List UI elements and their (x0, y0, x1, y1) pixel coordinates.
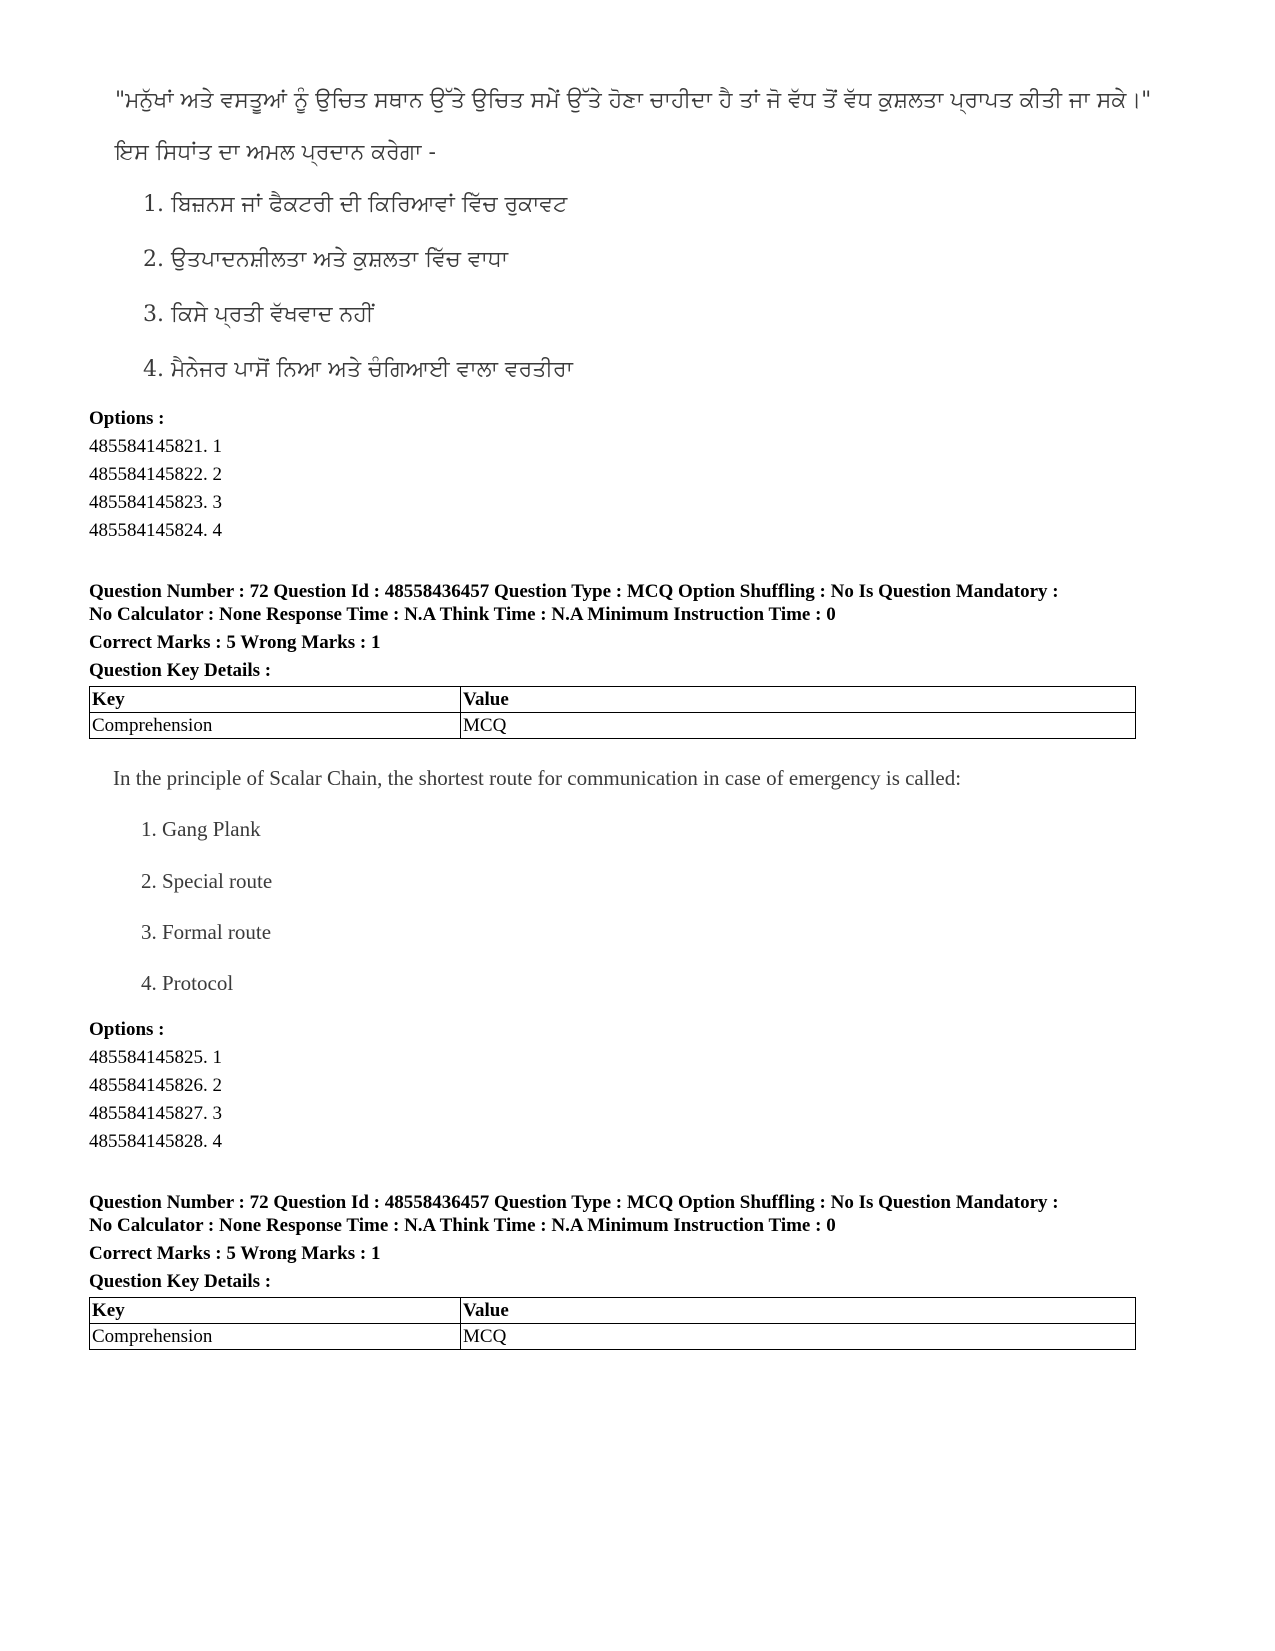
question-meta-line1: Question Number : 72 Question Id : 48558436457 Question Type : MCQ Option Shuffling : No Is Question Mandatory : (89, 1192, 1059, 1213)
image-option-4: 4. ਮੈਨੇਜਰ ਪਾਸੋਂ ਨਿਆ ਅਤੇ ਚੰਗਿਆਈ ਵਾਲਾ ਵਰਤੀਰਾ (143, 357, 573, 382)
image-option-3: 3. Formal route (141, 920, 272, 944)
table-row (90, 713, 1136, 739)
image-option-1: 1. Gang Plank (141, 817, 261, 841)
options-label: Options : (89, 408, 165, 429)
question-stem-prompt: ਇਸ ਸਿਧਾਂਤ ਦਾ ਅਮਲ ਪ੍ਰਦਾਨ ਕਰੇਗਾ - (115, 140, 436, 165)
option-id-4: 485584145828. 4 (89, 1131, 222, 1152)
image-option-2: 2. ਉਤਪਾਦਨਸ਼ੀਲਤਾ ਅਤੇ ਕੁਸ਼ਲਤਾ ਵਿੱਚ ਵਾਧਾ (143, 247, 509, 272)
table-cell-value: MCQ (461, 1324, 1136, 1350)
key-details-label: Question Key Details : (89, 1271, 272, 1292)
option-id-4: 485584145824. 4 (89, 520, 222, 541)
question-meta-line1: Question Number : 72 Question Id : 48558436457 Question Type : MCQ Option Shuffling : No Is Question Mandatory : (89, 581, 1059, 602)
question-stem-quote: "ਮਨੁੱਖਾਂ ਅਤੇ ਵਸਤੂਆਂ ਨੂੰ ਉਚਿਤ ਸਥਾਨ ਉੱਤੇ ਉਚਿਤ ਸਮੇਂ ਉੱਤੇ ਹੋਣਾ ਚਾਹੀਦਾ ਹੈ ਤਾਂ ਜੋ ਵੱਧ ਤੋਂ ਵੱਧ ਕੁਸ਼ਲਤਾ ਪ੍ਰਾਪਤ ਕੀਤੀ ਜਾ ਸਕੇ।" (115, 88, 1152, 113)
option-id-1: 485584145825. 1 (89, 1047, 222, 1068)
table-cell-value: MCQ (461, 713, 1136, 739)
table-header-value: Value (461, 687, 1136, 713)
marks-line: Correct Marks : 5 Wrong Marks : 1 (89, 632, 381, 653)
option-id-2: 485584145822. 2 (89, 464, 222, 485)
table-header-row (90, 1298, 1136, 1324)
image-option-2: 2. Special route (141, 869, 273, 893)
option-id-3: 485584145823. 3 (89, 492, 222, 513)
option-id-1: 485584145821. 1 (89, 436, 222, 457)
table-header-row (90, 687, 1136, 713)
image-option-1: 1. ਬਿਜ਼ਨਸ ਜਾਂ ਫੈਕਟਰੀ ਦੀ ਕਿਰਿਆਵਾਂ ਵਿੱਚ ਰੁਕਾਵਟ (143, 192, 568, 217)
key-details-label: Question Key Details : (89, 660, 272, 681)
options-label: Options : (89, 1019, 165, 1040)
key-details-table (89, 1297, 1136, 1350)
table-header-value: Value (461, 1298, 1136, 1324)
question-meta-line2: No Calculator : None Response Time : N.A Think Time : N.A Minimum Instruction Time : 0 (89, 1215, 836, 1236)
image-option-4: 4. Protocol (141, 971, 234, 995)
table-row (90, 1324, 1136, 1350)
table-header-key: Key (90, 1298, 461, 1324)
question-stem: In the principle of Scalar Chain, the shortest route for communication in case of emergency is called: (113, 766, 962, 790)
key-details-table (89, 686, 1136, 739)
option-id-2: 485584145826. 2 (89, 1075, 222, 1096)
option-id-3: 485584145827. 3 (89, 1103, 222, 1124)
question-meta-line2: No Calculator : None Response Time : N.A Think Time : N.A Minimum Instruction Time : 0 (89, 604, 836, 625)
marks-line: Correct Marks : 5 Wrong Marks : 1 (89, 1243, 381, 1264)
table-cell-key: Comprehension (90, 1324, 461, 1350)
table-header-key: Key (90, 687, 461, 713)
image-option-3: 3. ਕਿਸੇ ਪ੍ਰਤੀ ਵੱਖਵਾਦ ਨਹੀਂ (143, 302, 374, 327)
table-cell-key: Comprehension (90, 713, 461, 739)
